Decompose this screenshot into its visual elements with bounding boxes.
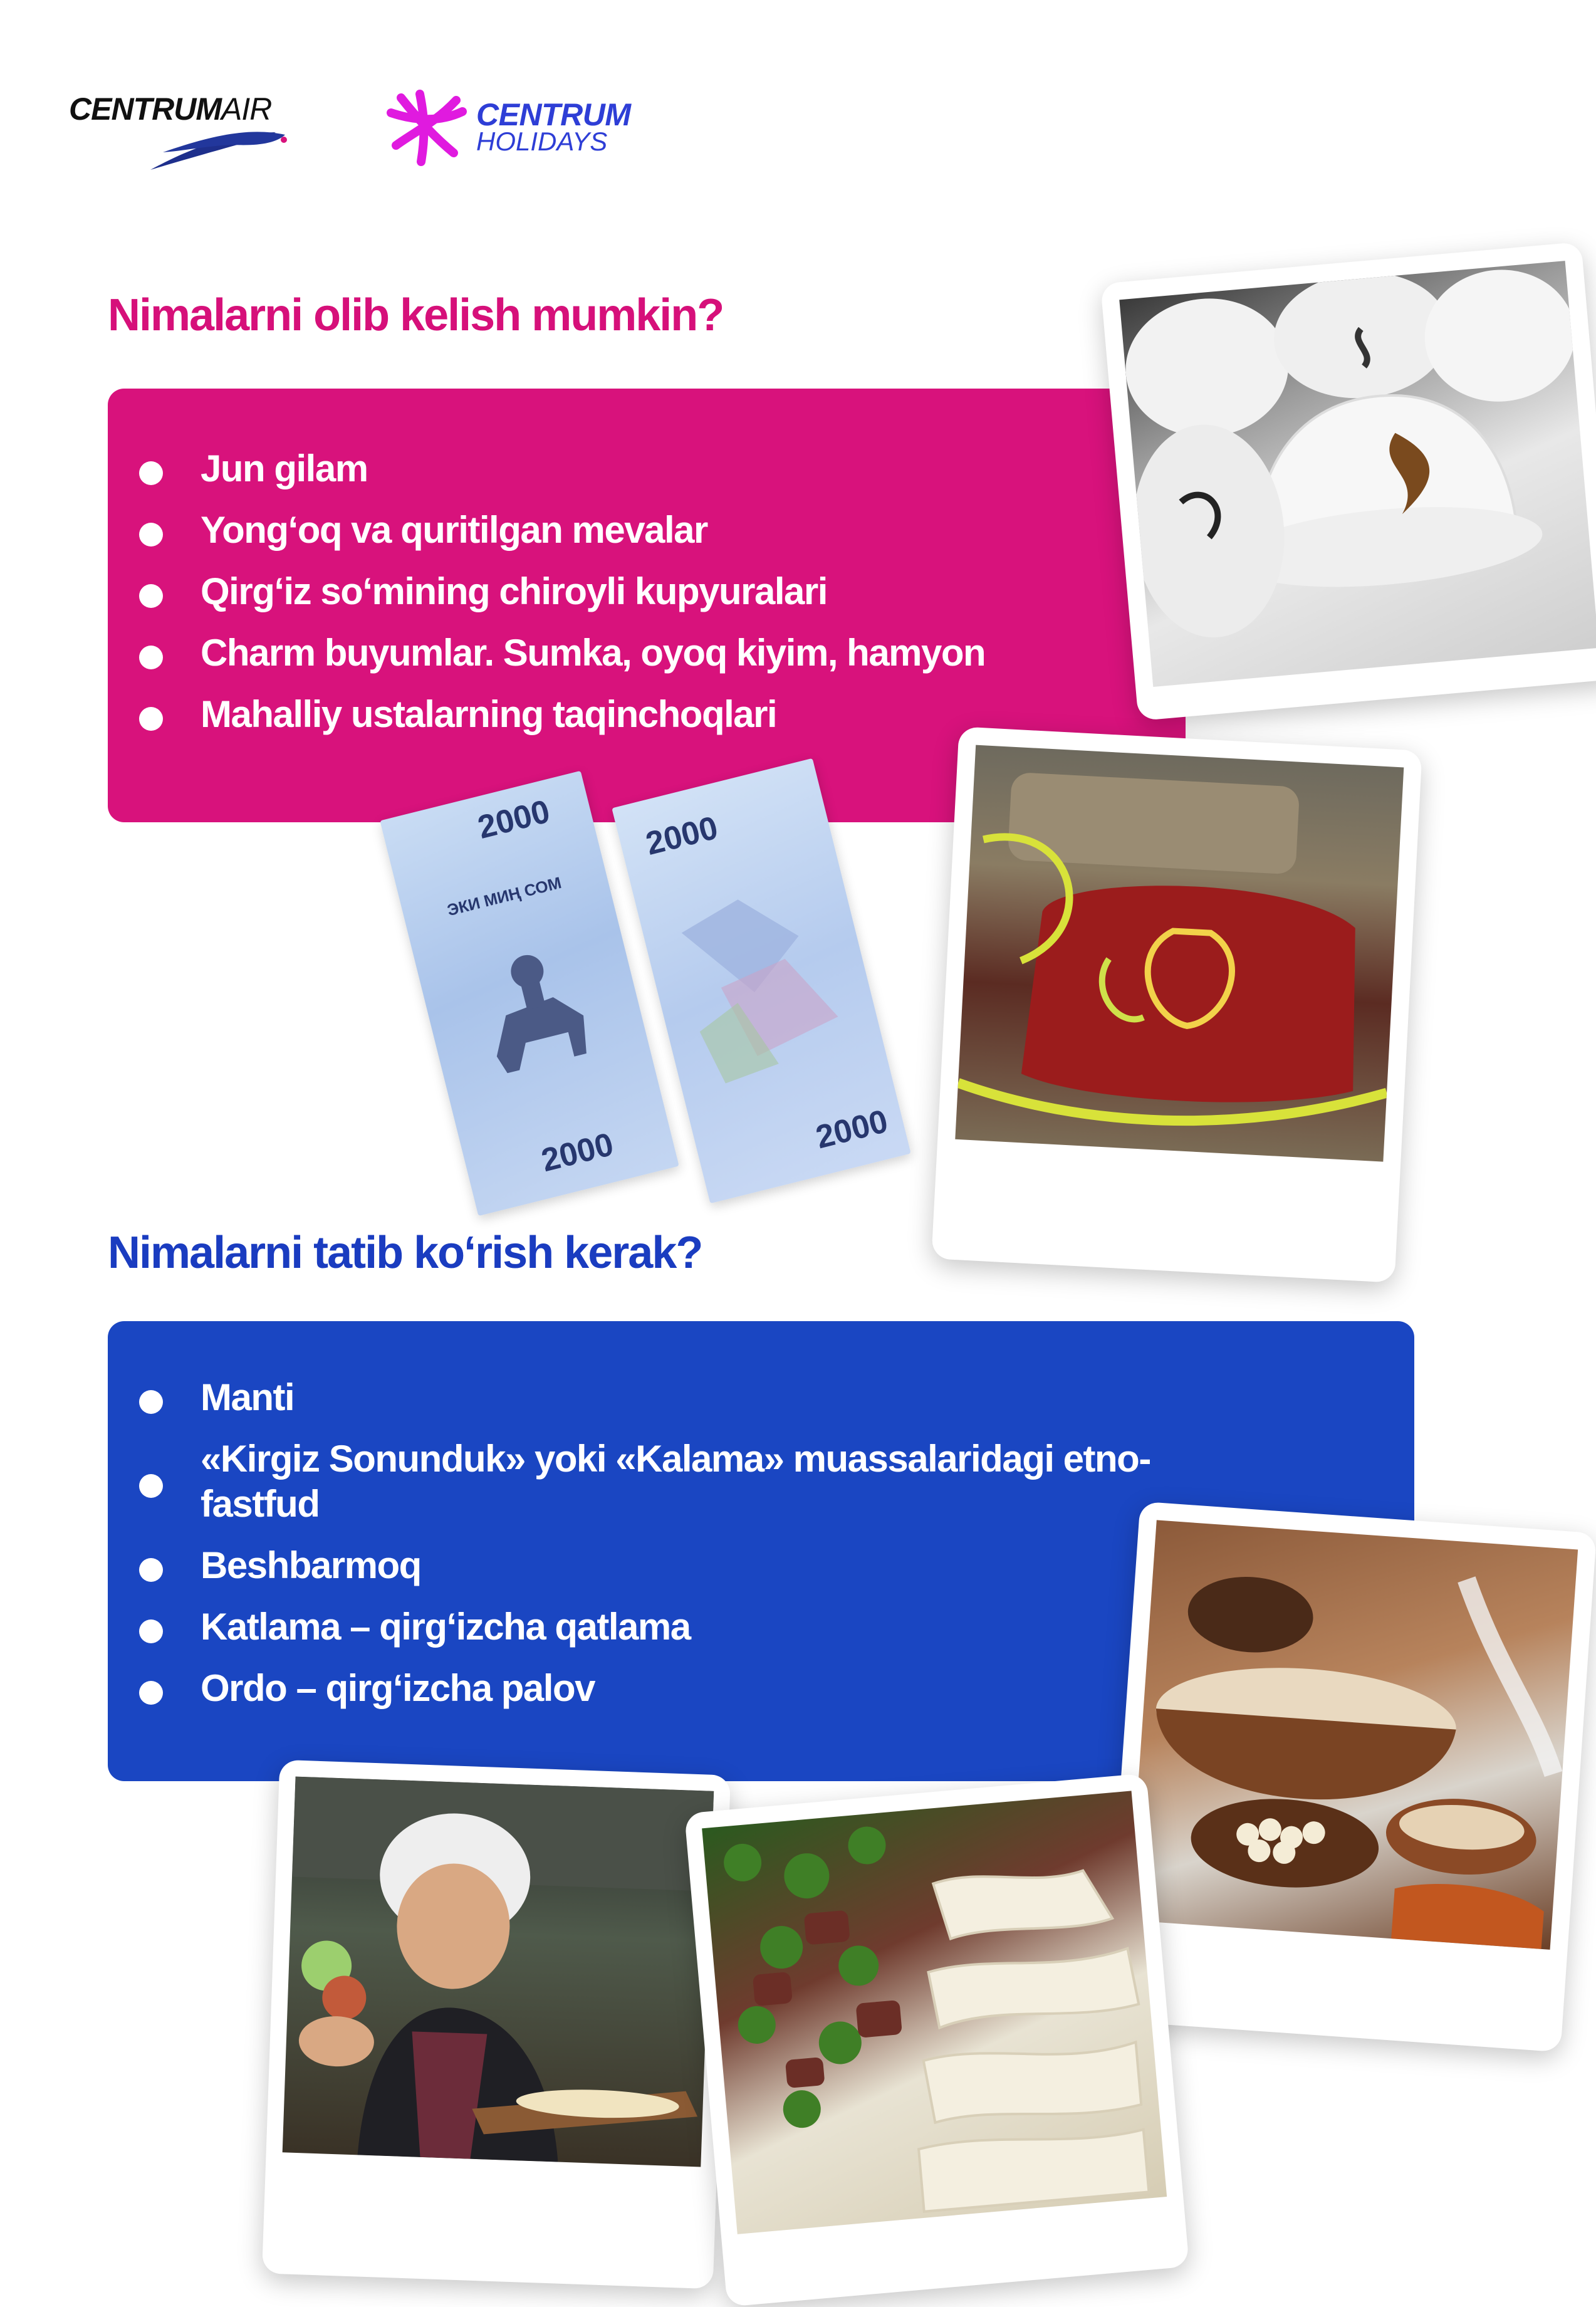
bullet-icon: [139, 584, 163, 608]
baker-woman-photo: [283, 1777, 714, 2167]
felt-hats-photo: [1119, 261, 1596, 687]
kymyz-photo-card: [1104, 1502, 1596, 2053]
list-item: Yong‘oq va quritilgan mevalar: [108, 508, 1173, 553]
list-item: Manti: [108, 1375, 1186, 1420]
beshbarmak-photo-card: [684, 1773, 1189, 2306]
souvenirs-list: [108, 446, 1173, 753]
bullet-icon: [139, 1390, 163, 1414]
bullet-icon: [139, 461, 163, 485]
bullet-icon: [139, 1619, 163, 1643]
holidays-logo-line2: HOLIDAYS: [476, 127, 608, 156]
list-item: Mahalliy ustalarning taqinchoqlari: [108, 692, 1173, 737]
list-item: Jun gilam: [108, 446, 1173, 491]
bullet-icon: [139, 1558, 163, 1582]
felt-hats-photo-card: [1100, 242, 1596, 721]
geometric-pattern-icon: [664, 874, 861, 1094]
baker-woman-photo-card: [262, 1760, 731, 2289]
list-item: «Kirgiz Sonunduk» yoki «Kalama» muassalaridagi etno-fastfud: [108, 1436, 1178, 1527]
bullet-icon: [139, 707, 163, 731]
list-item: Qirg‘iz so‘mining chiroyli kupyuralari: [108, 569, 1173, 614]
list-item: Katlama – qirg‘izcha qatlama: [108, 1604, 1186, 1650]
bullet-icon: [139, 646, 163, 669]
souvenirs-title: Nimalarni olib kelish mumkin?: [108, 290, 724, 340]
list-item: Beshbarmoq: [108, 1543, 1186, 1588]
horse-rider-icon: [448, 906, 621, 1097]
kymyz-photo: [1129, 1520, 1578, 1949]
logo-air-light: AIR: [221, 92, 272, 127]
swallow-icon: [69, 121, 295, 171]
bullet-icon: [139, 1681, 163, 1705]
logo-air-bold: CENTRUM: [69, 92, 221, 127]
centrum-holidays-logo: [382, 88, 670, 169]
beshbarmak-photo: [702, 1791, 1167, 2234]
centrum-air-logo: [69, 91, 295, 172]
sparkle-icon: [382, 88, 470, 169]
banknote-front: 2000 ЭКИ МИҢ СОМ 2000: [380, 771, 679, 1216]
bullet-icon: [139, 1474, 163, 1498]
felt-bag-photo-card: [931, 726, 1422, 1283]
bullet-icon: [139, 523, 163, 547]
holidays-logo-line1: CENTRUM: [476, 97, 631, 132]
banknotes: [395, 771, 1021, 1210]
food-title: Nimalarni tatib ko‘rish kerak?: [108, 1228, 702, 1278]
food-list: [108, 1375, 1186, 1727]
banknote-back: 2000 2000: [612, 758, 910, 1204]
felt-bag-photo: [955, 745, 1404, 1162]
list-item: Ordo – qirg‘izcha palov: [108, 1666, 1186, 1711]
list-item: Charm buyumlar. Sumka, oyoq kiyim, hamyon: [108, 630, 1173, 676]
